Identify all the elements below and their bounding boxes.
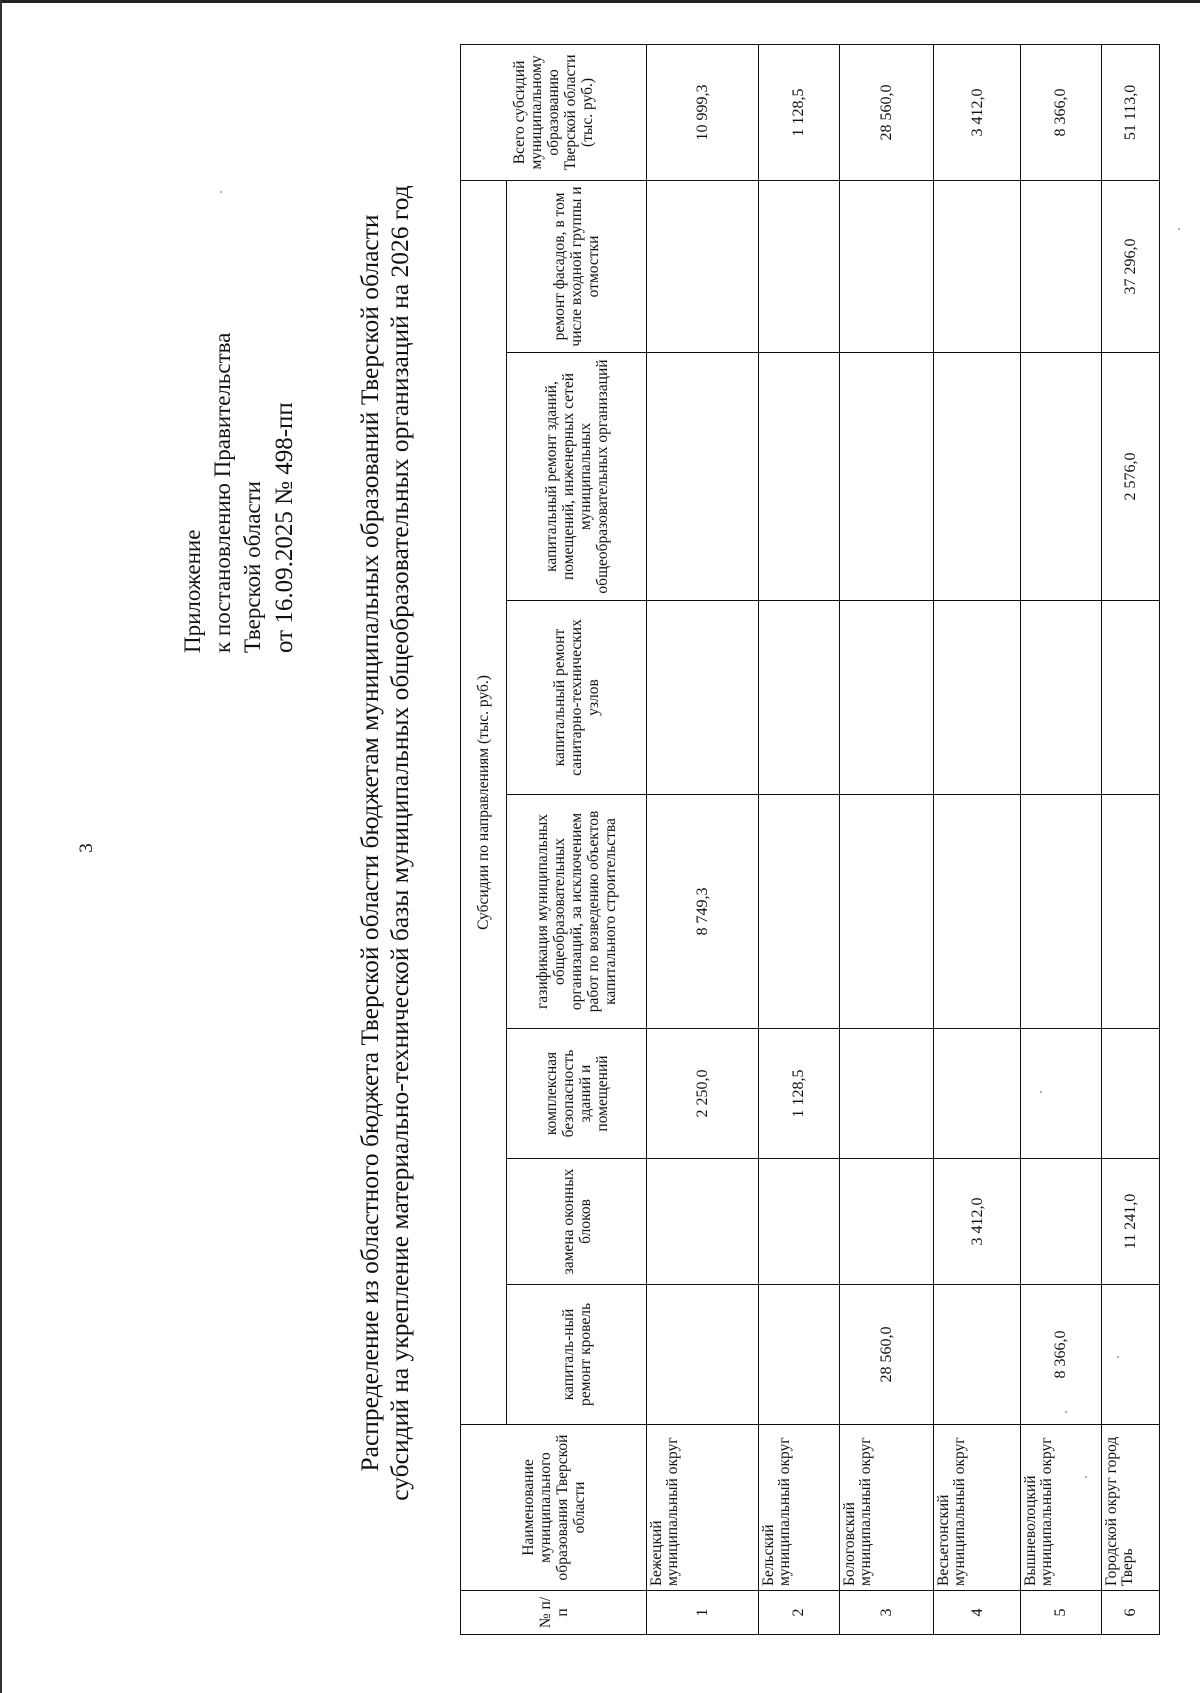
value-buildings: 2 576,0	[1101, 353, 1159, 601]
row-number: 2	[758, 1591, 840, 1635]
value-buildings	[758, 353, 840, 601]
value-total: 28 560,0	[840, 44, 934, 180]
value-windows	[1021, 1159, 1102, 1285]
table-row	[758, 44, 840, 1634]
value-security	[934, 1029, 1021, 1159]
scan-speck	[1178, 228, 1180, 230]
value-buildings	[1021, 353, 1102, 601]
row-number: 4	[934, 1591, 1021, 1635]
value-buildings	[934, 353, 1021, 601]
value-sanitary	[647, 601, 759, 795]
row-number: 3	[840, 1591, 934, 1635]
value-security	[840, 1029, 934, 1159]
scan-speck	[1117, 1356, 1119, 1358]
value-windows	[758, 1159, 840, 1285]
value-roofs	[647, 1285, 759, 1425]
appendix-date: от 16.09.2025 № 498-пп	[271, 402, 298, 653]
value-windows	[840, 1159, 934, 1285]
table-row	[1101, 44, 1159, 1634]
value-buildings	[840, 353, 934, 601]
value-gas: 8 749,3	[647, 795, 759, 1029]
header-security: комплексная безопасность зданий и помещений	[507, 1029, 647, 1159]
scan-speck	[1040, 1091, 1042, 1093]
table-row	[1021, 44, 1102, 1634]
table-row	[647, 44, 759, 1634]
value-security: 2 250,0	[647, 1029, 759, 1159]
header-subsidy-group: Субсидии по направлениям (тыс. руб.)	[461, 180, 507, 1424]
value-windows: 11 241,0	[1101, 1159, 1159, 1285]
appendix-label: Приложение	[180, 529, 205, 653]
value-security	[1021, 1029, 1102, 1159]
appendix-resolution: к постановлению Правительства	[210, 332, 235, 653]
header-sanitary: капитальный ремонт санитарно-технических узлов	[507, 601, 647, 795]
table-row	[840, 44, 934, 1634]
value-sanitary	[934, 601, 1021, 795]
header-windows: замена оконных блоков	[507, 1159, 647, 1285]
scan-speck	[220, 191, 222, 193]
value-gas	[758, 795, 840, 1029]
value-gas	[1021, 795, 1102, 1029]
header-name: Наименование муниципального образования Тверской области	[461, 1425, 647, 1591]
document-title-line-1: Распределение из областного бюджета Тверской области бюджетам муниципальных образований Тверской области	[355, 214, 384, 1472]
municipality-name: Городской округ город Тверь	[1101, 1425, 1159, 1591]
row-number: 1	[647, 1591, 759, 1635]
value-facades	[934, 180, 1021, 352]
header-gas: газификация муниципальных общеобразовательных организаций, за исключением работ по возведению объектов капитального строительства	[507, 795, 647, 1029]
value-total: 51 113,0	[1101, 44, 1159, 180]
header-total: Всего субсидий муниципальному образованию Тверской области (тыс. руб.)	[461, 44, 647, 180]
municipality-name: Весьегонский муниципальный округ	[934, 1425, 1021, 1591]
value-windows: 3 412,0	[934, 1159, 1021, 1285]
page-number: 3	[76, 843, 97, 853]
value-total: 10 999,3	[647, 44, 759, 180]
value-facades: 37 296,0	[1101, 180, 1159, 352]
scan-speck	[1065, 1411, 1067, 1413]
municipality-name: Вышневолоцкий муниципальный округ	[1021, 1425, 1102, 1591]
value-facades	[840, 180, 934, 352]
appendix-block	[178, 333, 300, 653]
value-gas	[840, 795, 934, 1029]
value-gas	[1101, 795, 1159, 1029]
value-sanitary	[840, 601, 934, 795]
document-title-line-2: субсидий на укрепление материально-технической базы муниципальных общеобразовательных организаций на 2026 год	[385, 185, 414, 1501]
value-gas	[934, 795, 1021, 1029]
table-row	[934, 44, 1021, 1634]
row-number: 5	[1021, 1591, 1102, 1635]
municipality-name: Бологовский муниципальный округ	[840, 1425, 934, 1591]
value-facades	[1021, 180, 1102, 352]
document-title	[355, 103, 415, 1583]
municipality-name: Бельский муниципальный округ	[758, 1425, 840, 1591]
appendix-region: Тверской области	[240, 481, 265, 653]
subsidy-table	[460, 44, 1160, 1635]
value-roofs	[758, 1285, 840, 1425]
value-roofs	[934, 1285, 1021, 1425]
header-facades: ремонт фасадов, в том числе входной группы и отмостки	[507, 180, 647, 352]
municipality-name: Бежецкий муниципальный округ	[647, 1425, 759, 1591]
value-facades	[758, 180, 840, 352]
table-body	[647, 44, 1160, 1634]
value-sanitary	[1021, 601, 1102, 795]
value-security: 1 128,5	[758, 1029, 840, 1159]
scan-speck	[1085, 1476, 1087, 1478]
value-sanitary	[1101, 601, 1159, 795]
value-roofs: 28 560,0	[840, 1285, 934, 1425]
value-buildings	[647, 353, 759, 601]
value-roofs: 8 366,0	[1021, 1285, 1102, 1425]
value-roofs	[1101, 1285, 1159, 1425]
value-sanitary	[758, 601, 840, 795]
value-total: 8 366,0	[1021, 44, 1102, 180]
value-windows	[647, 1159, 759, 1285]
value-total: 3 412,0	[934, 44, 1021, 180]
header-num: № п/п	[461, 1591, 647, 1635]
header-roofs: капиталь-ный ремонт кровель	[507, 1285, 647, 1425]
value-total: 1 128,5	[758, 44, 840, 180]
value-facades	[647, 180, 759, 352]
row-number: 6	[1101, 1591, 1159, 1635]
value-security	[1101, 1029, 1159, 1159]
header-buildings: капитальный ремонт зданий, помещений, инженерных сетей муниципальных общеобразовательных организаций	[507, 353, 647, 601]
